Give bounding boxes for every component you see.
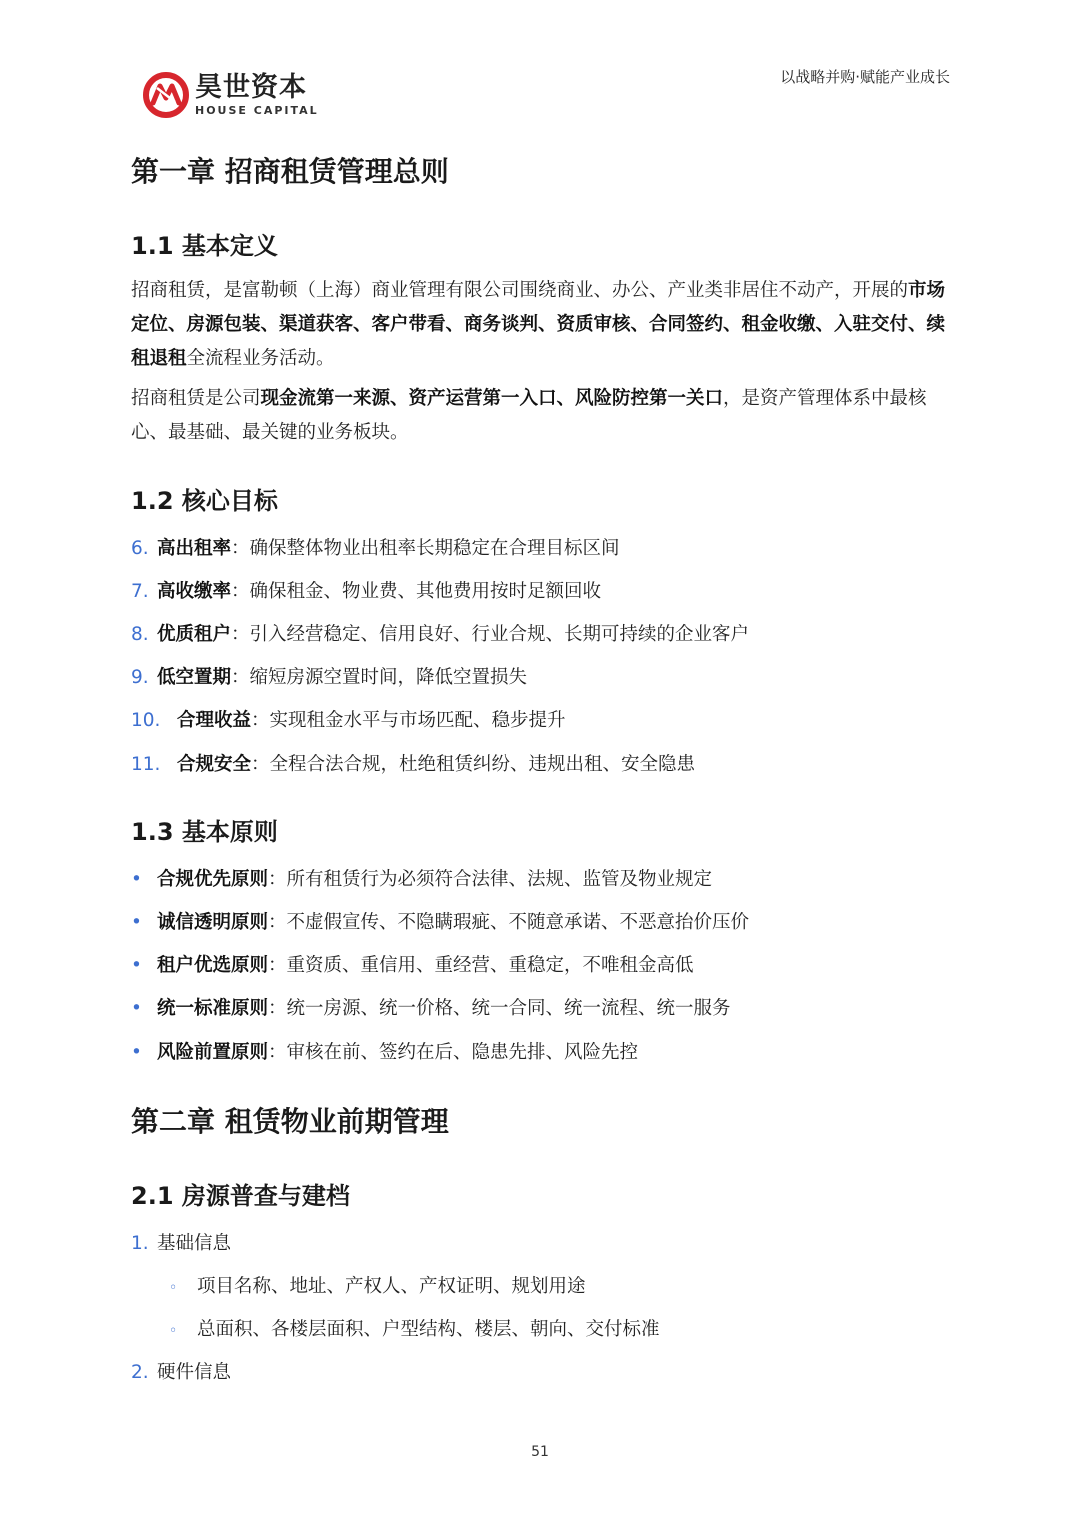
goal-label: 高收缴率 xyxy=(157,581,232,602)
list-number: 7. xyxy=(131,581,149,602)
principle-label: 合规优先原则 xyxy=(157,869,269,890)
goal-text: ：实现租金水平与市场匹配、稳步提升 xyxy=(251,710,566,731)
sub-list-item-text: 项目名称、地址、产权人、产权证明、规划用途 xyxy=(197,1276,586,1297)
principle-label: 租户优选原则 xyxy=(157,955,269,976)
importance-paragraph xyxy=(131,382,953,450)
principle-item xyxy=(131,994,731,1020)
chapter-2-title: 第二章 租赁物业前期管理 xyxy=(131,1105,449,1138)
list-number: 2. xyxy=(131,1362,149,1383)
principle-item xyxy=(131,1038,638,1064)
sub-list-item xyxy=(169,1315,660,1341)
goal-label: 高出租率 xyxy=(157,538,232,559)
goal-text: ：确保整体物业出租率长期稳定在合理目标区间 xyxy=(231,538,620,559)
bullet-icon: • xyxy=(131,912,142,933)
goal-item xyxy=(131,750,695,776)
sub-list-item xyxy=(169,1272,586,1298)
principle-label: 风险前置原则 xyxy=(157,1042,269,1063)
principle-item xyxy=(131,951,694,977)
principle-text: ：不虚假宣传、不隐瞒瑕疵、不随意承诺、不恶意抬价压价 xyxy=(268,912,750,933)
goal-label: 合规安全 xyxy=(177,754,252,775)
sub-list-item-text: 总面积、各楼层面积、户型结构、楼层、朝向、交付标准 xyxy=(197,1319,660,1340)
goal-item xyxy=(131,706,566,732)
page-number: 51 xyxy=(531,1444,549,1460)
list-item-text: 硬件信息 xyxy=(157,1362,232,1383)
hollow-bullet-icon: ◦ xyxy=(169,1280,178,1296)
principle-item xyxy=(131,865,712,891)
goal-label: 低空置期 xyxy=(157,667,232,688)
logo-emblem-icon xyxy=(143,72,189,118)
bullet-icon: • xyxy=(131,955,142,976)
principle-text: ：统一房源、统一价格、统一合同、统一流程、统一服务 xyxy=(268,998,731,1019)
bullet-icon: • xyxy=(131,1042,142,1063)
list-number: 1. xyxy=(131,1233,149,1254)
principle-text: ：所有租赁行为必须符合法律、法规、监管及物业规定 xyxy=(268,869,713,890)
principle-text: ：审核在前、签约在后、隐患先排、风险先控 xyxy=(268,1042,639,1063)
goal-text: ：全程合法合规，杜绝租赁纠纷、违规出租、安全隐患 xyxy=(251,754,696,775)
list-number: 8. xyxy=(131,624,149,645)
definition-text-c: 全流程业务活动。 xyxy=(186,348,335,369)
goal-text: ：缩短房源空置时间，降低空置损失 xyxy=(231,667,528,688)
list-number: 10. xyxy=(131,710,161,731)
section-1-3-title: 1.3 基本原则 xyxy=(131,818,278,846)
logo-english-name: HOUSE CAPITAL xyxy=(195,103,319,117)
bullet-icon: • xyxy=(131,869,142,890)
header-slogan: 以战略并购·赋能产业成长 xyxy=(780,68,950,86)
definition-paragraph xyxy=(131,274,953,376)
definition-text-bold: 市场定位、房源包装、渠道获客、客户带看、商务谈判、资质审核、合同签约、租金收缴、入驻交付、续租退租 xyxy=(131,280,946,369)
section-1-2-title: 1.2 核心目标 xyxy=(131,487,278,515)
principle-label: 统一标准原则 xyxy=(157,998,269,1019)
hollow-bullet-icon: ◦ xyxy=(169,1323,178,1339)
list-item-text: 基础信息 xyxy=(157,1233,232,1254)
list-item xyxy=(131,1358,231,1384)
goal-text: ：确保租金、物业费、其他费用按时足额回收 xyxy=(231,581,602,602)
definition-text-a: 招商租赁，是富勒顿（上海）商业管理有限公司围绕商业、办公、产业类非居住不动产，开展的 xyxy=(131,280,909,301)
list-item xyxy=(131,1229,231,1255)
importance-text-bold: 现金流第一来源、资产运营第一入口、风险防控第一关口 xyxy=(260,388,724,409)
list-number: 11. xyxy=(131,754,161,775)
goal-label: 优质租户 xyxy=(157,624,232,645)
importance-text-a: 招商租赁是公司 xyxy=(131,388,261,409)
goal-item xyxy=(131,620,749,646)
principle-label: 诚信透明原则 xyxy=(157,912,269,933)
list-number: 6. xyxy=(131,538,149,559)
goal-item xyxy=(131,577,601,603)
principle-item xyxy=(131,908,749,934)
principle-text: ：重资质、重信用、重经营、重稳定，不唯租金高低 xyxy=(268,955,694,976)
logo-chinese-name: 昊世资本 xyxy=(195,71,307,103)
goal-text: ：引入经营稳定、信用良好、行业合规、长期可持续的企业客户 xyxy=(231,624,750,645)
chapter-1-title: 第一章 招商租赁管理总则 xyxy=(131,155,449,188)
bullet-icon: • xyxy=(131,998,142,1019)
section-1-1-title: 1.1 基本定义 xyxy=(131,232,278,260)
importance-text-c: ，是资产管理体系中最核心、最基础、最关键的业务板块。 xyxy=(131,388,927,443)
company-logo xyxy=(143,70,319,120)
list-number: 9. xyxy=(131,667,149,688)
section-2-1-title: 2.1 房源普查与建档 xyxy=(131,1182,350,1210)
goal-label: 合理收益 xyxy=(177,710,252,731)
goal-item xyxy=(131,663,527,689)
goal-item xyxy=(131,534,620,560)
